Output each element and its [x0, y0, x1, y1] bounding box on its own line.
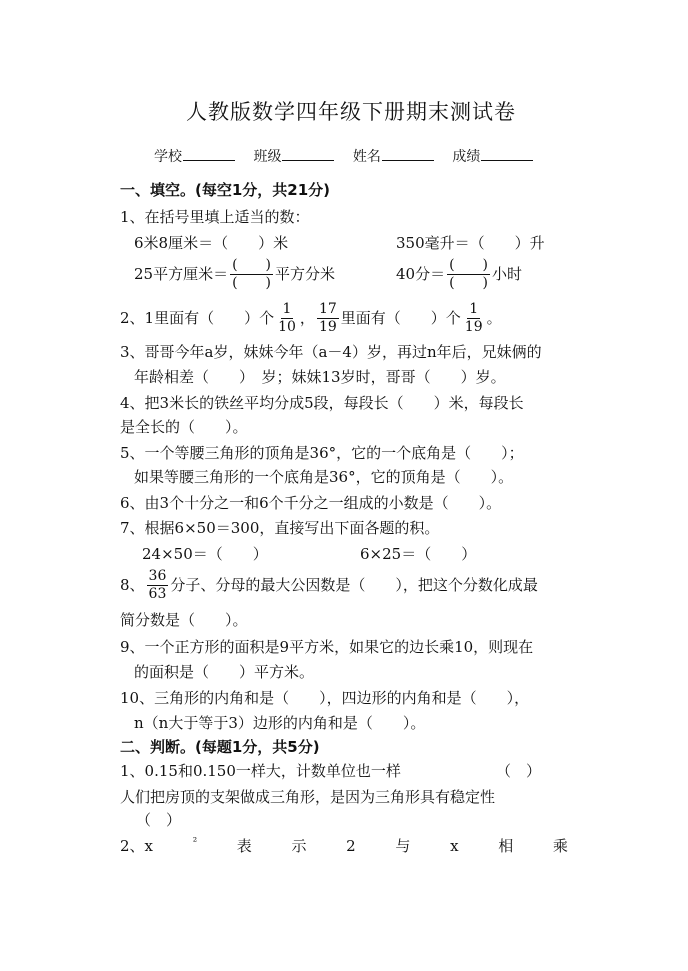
judge-1-answer[interactable]: （ ） — [496, 762, 542, 780]
question-8-line-2: 简分数是（ ）。 — [120, 611, 248, 629]
fraction-num: 17 — [318, 300, 337, 317]
q2-text-3: 里面有（ ）个 — [340, 309, 461, 327]
section-1-heading: 一、填空。(每空1分，共21分) — [120, 181, 331, 199]
question-1-part-a1: 6米8厘米＝（ ）米 — [134, 234, 289, 252]
j3-token: 示 — [291, 837, 307, 855]
b2-fraction-num[interactable]: ( ) — [449, 256, 489, 273]
b2-fraction-den[interactable]: ( ) — [449, 274, 489, 291]
fraction-num: 1 — [282, 300, 292, 317]
j3-token: x — [450, 837, 459, 855]
class-label: 班级 — [253, 149, 282, 165]
question-4-line-2: 是全长的（ ）。 — [120, 418, 248, 436]
fraction-den: 63 — [148, 585, 167, 602]
fraction-num: 36 — [148, 567, 167, 584]
fraction-num: 1 — [469, 300, 479, 317]
j3-token: 相 — [498, 837, 514, 855]
j3-token: 表 — [236, 837, 252, 855]
page-title: 人教版数学四年级下册期末测试卷 — [186, 100, 516, 124]
b1-right-text: 平方分米 — [275, 265, 336, 283]
fraction-17-19 — [317, 301, 339, 336]
b1-fraction-num[interactable]: ( ) — [232, 256, 272, 273]
school-label: 学校 — [154, 149, 182, 165]
fraction-den: 19 — [464, 318, 483, 335]
j3-token: 2、x — [120, 837, 154, 855]
fraction-1-19 — [463, 301, 485, 336]
q2-text-2: ， — [299, 309, 315, 327]
question-5-line-2: 如果等腰三角形的一个底角是36°，它的顶角是（ ）。 — [134, 468, 514, 486]
j3-token: 乘 — [552, 837, 568, 855]
j3-token: ² — [192, 835, 198, 848]
j3-token: 与 — [395, 837, 411, 855]
question-5-line-1: 5、一个等腰三角形的顶角是36°，它的一个底角是（ ）； — [120, 444, 524, 462]
b1-fraction-den[interactable]: ( ) — [232, 274, 272, 291]
judge-2-answer[interactable]: （ ） — [136, 811, 182, 829]
student-info-row — [154, 146, 533, 167]
judge-3-line-1 — [120, 836, 568, 856]
name-blank[interactable] — [382, 146, 434, 161]
question-3-line-2: 年龄相差（ ） 岁；妹妹13岁时，哥哥（ ）岁。 — [134, 368, 506, 386]
question-10-line-1: 10、三角形的内角和是（ ），四边形的内角和是（ ）， — [120, 689, 530, 707]
b1-left-text: 25平方厘米＝ — [134, 265, 229, 283]
question-1: 1、在括号里填上适当的数： — [120, 208, 310, 226]
section-2-heading: 二、判断。(每题1分，共5分) — [120, 738, 320, 756]
question-10-line-2: n（n大于等于3）边形的内角和是（ ）。 — [134, 714, 426, 732]
q2-text-1: 2、1里面有（ ）个 — [120, 309, 275, 327]
q2-text-4: 。 — [486, 309, 502, 327]
b2-fraction — [447, 257, 490, 292]
question-9-line-1: 9、一个正方形的面积是9平方米，如果它的边长乘10，则现在 — [120, 638, 534, 656]
fraction-36-63 — [147, 568, 169, 603]
fraction-1-10 — [276, 301, 298, 336]
b1-fraction — [230, 257, 273, 292]
score-blank[interactable] — [481, 146, 533, 161]
class-blank[interactable] — [282, 146, 334, 161]
score-label: 成绩 — [452, 149, 481, 165]
school-blank[interactable] — [183, 146, 235, 161]
question-7: 7、根据6×50＝300，直接写出下面各题的积。 — [120, 519, 440, 537]
j3-token: 2 — [346, 837, 356, 855]
judge-1: 1、0.15和0.150一样大，计数单位也一样 — [120, 762, 401, 780]
question-7-part-a: 24×50＝（ ） — [142, 545, 268, 563]
question-9-line-2: 的面积是（ ）平方米。 — [134, 663, 315, 681]
question-3-line-1: 3、哥哥今年a岁，妹妹今年（a－4）岁，再过n年后，兄妹俩的 — [120, 343, 542, 361]
question-1-part-b2 — [396, 254, 522, 294]
question-2 — [120, 298, 502, 338]
question-8-line-1 — [120, 564, 538, 606]
question-4-line-1: 4、把3米长的铁丝平均分成5段，每段长（ ）米，每段长 — [120, 394, 524, 412]
b2-left-text: 40分＝ — [396, 265, 446, 283]
question-6: 6、由3个十分之一和6个千分之一组成的小数是（ ）。 — [120, 494, 502, 512]
fraction-den: 19 — [318, 318, 337, 335]
q8-text-1: 8、 — [120, 576, 145, 594]
judge-2-line-1: 人们把房顶的支架做成三角形，是因为三角形具有稳定性 — [120, 788, 496, 806]
question-1-part-b1 — [134, 254, 335, 294]
q8-text-2: 分子、分母的最大公因数是（ ），把这个分数化成最 — [170, 576, 538, 594]
b2-right-text: 小时 — [492, 265, 523, 283]
fraction-den: 10 — [278, 318, 296, 335]
name-label: 姓名 — [352, 149, 381, 165]
question-7-part-b: 6×25＝（ ） — [360, 545, 477, 563]
question-1-part-a2: 350毫升＝（ ）升 — [396, 234, 545, 252]
